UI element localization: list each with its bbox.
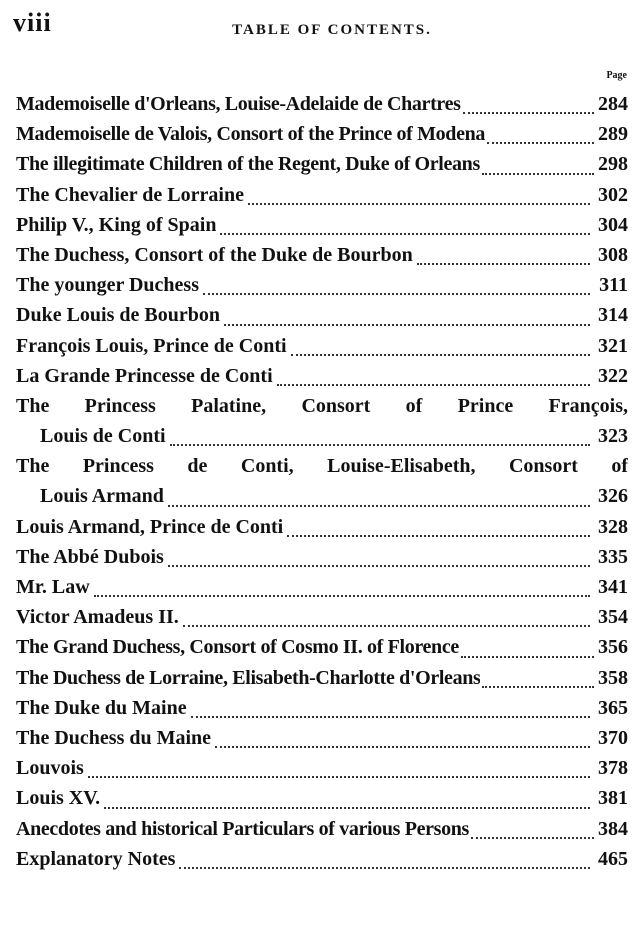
page-column-label: Page [606, 70, 627, 81]
toc-entry-page: 284 [598, 93, 628, 115]
toc-entry-page: 378 [598, 757, 628, 780]
page-number: viii [13, 8, 52, 37]
toc-entry-title: Mademoiselle de Valois, Consort of the Prince of Modena [16, 123, 486, 146]
toc-entry-page: 370 [598, 726, 628, 749]
toc-entry [16, 693, 628, 723]
toc-entry-title: The Duke du Maine [16, 696, 187, 719]
toc-entry [16, 783, 628, 813]
toc-entry-title: The Duchess de Lorraine, Elisabeth-Charlotte d'Orleans [16, 666, 481, 689]
toc-entry-title: Mr. Law [16, 576, 90, 598]
toc-entry [16, 723, 628, 753]
toc-entry-page: 323 [598, 425, 628, 448]
dot-leader [482, 173, 594, 175]
toc-entry-title: The Chevalier de Lorraine [16, 183, 244, 206]
toc-entry-title: Explanatory Notes [16, 847, 176, 870]
toc-entry-title: La Grande Princesse de Conti [16, 364, 273, 387]
toc-entry [16, 331, 628, 361]
toc-entry-page: 311 [599, 274, 628, 297]
toc-entry-title: The Duchess du Maine [16, 726, 212, 749]
dot-leader [417, 263, 590, 265]
running-head: TABLE OF CONTENTS. [232, 22, 432, 38]
toc-entry-page: 354 [598, 606, 628, 629]
dot-leader [487, 142, 594, 144]
toc-entry-continuation [16, 421, 628, 451]
dot-leader [191, 716, 590, 718]
dot-leader [220, 233, 590, 235]
dot-leader [168, 505, 590, 507]
dot-leader [168, 565, 590, 567]
toc-entry-continuation-text: Louis de Conti [40, 425, 166, 448]
toc-entry-title: Anecdotes and historical Particulars of various Persons [16, 817, 469, 840]
toc-entry-title: The Princess de Conti, Louise-Elisabeth, Consort of [16, 455, 628, 478]
toc-entry-title: The Princess Palatine, Consort of Prince François, [16, 394, 628, 417]
dot-leader [287, 535, 590, 537]
toc-entry-continuation-text: Louis Armand [40, 485, 164, 508]
dot-leader [183, 625, 590, 627]
toc-entry-title: Philip V., King of Spain [16, 213, 217, 236]
toc-entry [16, 512, 628, 542]
toc-entry [16, 149, 628, 179]
toc-entry-title: The Abbé Dubois [16, 545, 164, 568]
toc-entry [16, 753, 628, 783]
dot-leader [482, 686, 594, 688]
toc-entry-page: 384 [598, 817, 628, 840]
toc-entry-title: Mademoiselle d'Orleans, Louise-Adelaide de Chartres [16, 93, 461, 115]
toc-entry-title: Louis XV. [16, 787, 101, 810]
dot-leader [277, 384, 590, 386]
dot-leader [463, 112, 594, 114]
dot-leader [471, 837, 594, 839]
dot-leader [203, 293, 590, 295]
toc-entry [16, 814, 628, 844]
toc-entry-page: 341 [598, 576, 628, 598]
dot-leader [104, 807, 590, 809]
toc-entry-page: 308 [598, 243, 628, 266]
dot-leader [291, 354, 590, 356]
toc-entry [16, 210, 628, 240]
dot-leader [248, 203, 590, 205]
toc-entry-page: 302 [598, 183, 628, 206]
toc-entry-title: Victor Amadeus II. [16, 606, 179, 629]
toc-entry-page: 335 [598, 545, 628, 568]
toc-entry [16, 663, 628, 693]
toc-entry-title: The Duchess, Consort of the Duke de Bourbon [16, 243, 413, 266]
toc-entry-page: 289 [598, 123, 628, 146]
toc-entry-first-line [16, 391, 628, 421]
toc-entry [16, 180, 628, 210]
toc-entry [16, 844, 628, 874]
toc-entry [16, 300, 628, 330]
toc-entry-page: 365 [598, 696, 628, 719]
dot-leader [461, 656, 594, 658]
dot-leader [215, 746, 590, 748]
toc-entry-page: 304 [598, 213, 628, 236]
toc-entry-page: 358 [598, 666, 628, 689]
toc-entry-page: 314 [598, 304, 628, 327]
dot-leader [88, 776, 590, 778]
toc-entry [16, 240, 628, 270]
toc-entry-page: 322 [598, 364, 628, 387]
dot-leader [224, 324, 590, 326]
toc-entry [16, 270, 628, 300]
toc-entry-title: Louis Armand, Prince de Conti [16, 515, 284, 538]
toc-entry-title: Duke Louis de Bourbon [16, 304, 220, 327]
toc-entry-title: The illegitimate Children of the Regent, Duke of Orleans [16, 153, 480, 176]
toc-entry [16, 119, 628, 149]
table-of-contents [16, 89, 628, 874]
toc-entry [16, 572, 628, 602]
toc-entry-title: Louvois [16, 757, 84, 780]
toc-entry-page: 328 [598, 515, 628, 538]
toc-entry-first-line [16, 451, 628, 481]
dot-leader [179, 867, 590, 869]
toc-entry-title: François Louis, Prince de Conti [16, 334, 287, 357]
toc-entry-page: 326 [598, 485, 628, 508]
toc-entry-page: 381 [598, 787, 628, 810]
dot-leader [94, 595, 590, 597]
dot-leader [170, 444, 590, 446]
toc-entry-title: The younger Duchess [16, 274, 199, 297]
toc-entry-page: 465 [598, 847, 628, 870]
toc-entry [16, 632, 628, 662]
toc-entry-page: 321 [598, 334, 628, 357]
toc-entry-continuation [16, 481, 628, 511]
toc-entry [16, 361, 628, 391]
toc-entry [16, 89, 628, 119]
toc-entry-page: 298 [598, 153, 628, 176]
toc-entry [16, 542, 628, 572]
toc-entry [16, 602, 628, 632]
toc-entry-title: The Grand Duchess, Consort of Cosmo II. of Florence [16, 636, 459, 659]
toc-entry-page: 356 [598, 636, 628, 659]
